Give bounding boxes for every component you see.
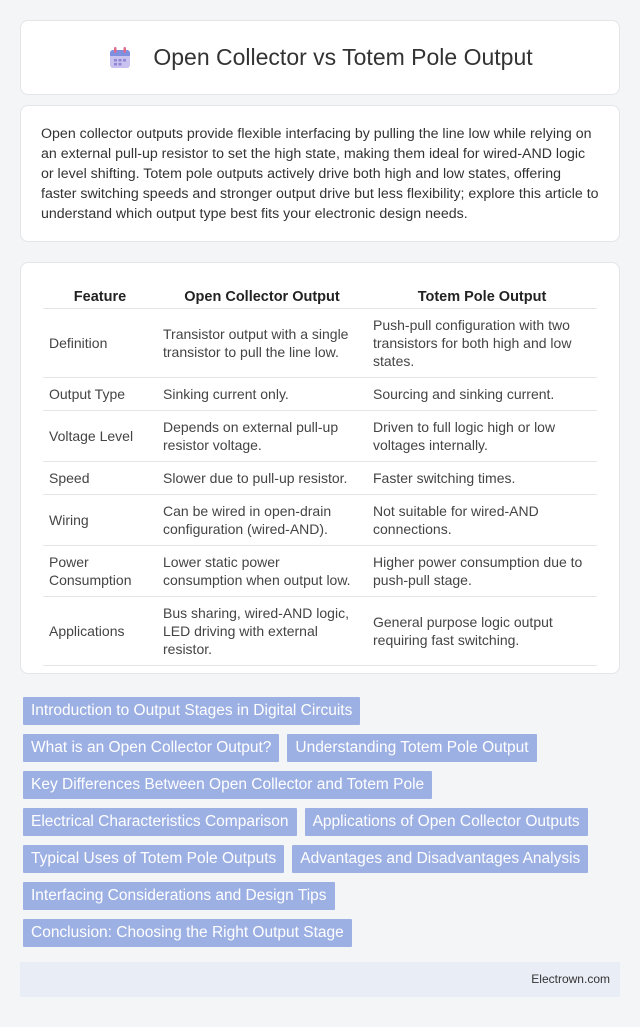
comparison-table <box>43 283 597 666</box>
table-cell: Not suitable for wired-AND connections. <box>367 495 597 546</box>
tag-row <box>23 845 623 873</box>
table-cell: Sinking current only. <box>157 378 367 411</box>
tag-link[interactable]: Understanding Totem Pole Output <box>287 734 536 762</box>
intro-card <box>20 105 620 242</box>
column-header-feature: Feature <box>43 283 157 309</box>
table-cell: Voltage Level <box>43 411 157 462</box>
table-cell: Definition <box>43 309 157 378</box>
table-cell: Faster switching times. <box>367 462 597 495</box>
tag-link[interactable]: Advantages and Disadvantages Analysis <box>292 845 588 873</box>
table-cell: Depends on external pull-up resistor voltage. <box>157 411 367 462</box>
table-cell: Transistor output with a single transistor to pull the line low. <box>157 309 367 378</box>
table-row <box>43 546 597 597</box>
footer-site-name: Electrown.com <box>531 972 610 986</box>
page-title: Open Collector vs Totem Pole Output <box>153 44 533 70</box>
table-cell: General purpose logic output requiring fast switching. <box>367 597 597 666</box>
tag-link[interactable]: Interfacing Considerations and Design Tips <box>23 882 335 910</box>
footer <box>20 962 620 997</box>
tag-link[interactable]: Introduction to Output Stages in Digital Circuits <box>23 697 360 725</box>
table-cell: Can be wired in open-drain configuration (wired-AND). <box>157 495 367 546</box>
table-cell: Wiring <box>43 495 157 546</box>
table-cell: Speed <box>43 462 157 495</box>
table-cell: Power Consumption <box>43 546 157 597</box>
table-cell: Sourcing and sinking current. <box>367 378 597 411</box>
tag-row <box>23 734 623 762</box>
table-row <box>43 378 597 411</box>
tag-link[interactable]: Typical Uses of Totem Pole Outputs <box>23 845 284 873</box>
table-cell: Higher power consumption due to push-pull stage. <box>367 546 597 597</box>
header-card <box>20 20 620 95</box>
intro-text: Open collector outputs provide flexible interfacing by pulling the line low while relying on an external pull-up resistor to set the high state, making them ideal for wired-AND logic or level shifting. Totem pole outputs actively drive both high and low states, offering faster switching speeds and stronger output drive but less flexibility; explore this article to understand which output type best fits your electronic design needs. <box>41 126 599 222</box>
table-row <box>43 309 597 378</box>
table-row <box>43 597 597 666</box>
tag-row <box>23 697 623 725</box>
table-cell: Driven to full logic high or low voltages internally. <box>367 411 597 462</box>
table-row <box>43 411 597 462</box>
tag-link[interactable]: Electrical Characteristics Comparison <box>23 808 297 836</box>
tag-link[interactable]: Key Differences Between Open Collector and Totem Pole <box>23 771 432 799</box>
comparison-table-card <box>20 262 620 674</box>
tag-link[interactable]: Applications of Open Collector Outputs <box>305 808 588 836</box>
column-header-totem-pole: Totem Pole Output <box>367 283 597 309</box>
calendar-icon <box>107 45 133 71</box>
table-cell: Bus sharing, wired-AND logic, LED driving with external resistor. <box>157 597 367 666</box>
title-row <box>107 44 532 71</box>
tag-row <box>23 808 623 836</box>
tag-link[interactable]: What is an Open Collector Output? <box>23 734 279 762</box>
tag-row <box>23 882 623 910</box>
table-cell: Lower static power consumption when output low. <box>157 546 367 597</box>
table-cell: Applications <box>43 597 157 666</box>
tag-row <box>23 771 623 799</box>
table-cell: Push-pull configuration with two transistors for both high and low states. <box>367 309 597 378</box>
tag-link[interactable]: Conclusion: Choosing the Right Output Stage <box>23 919 352 947</box>
column-header-open-collector: Open Collector Output <box>157 283 367 309</box>
table-row <box>43 462 597 495</box>
table-header-row <box>43 283 597 309</box>
topic-tags <box>23 697 623 956</box>
table-row <box>43 495 597 546</box>
table-cell: Slower due to pull-up resistor. <box>157 462 367 495</box>
tag-row <box>23 919 623 947</box>
table-cell: Output Type <box>43 378 157 411</box>
